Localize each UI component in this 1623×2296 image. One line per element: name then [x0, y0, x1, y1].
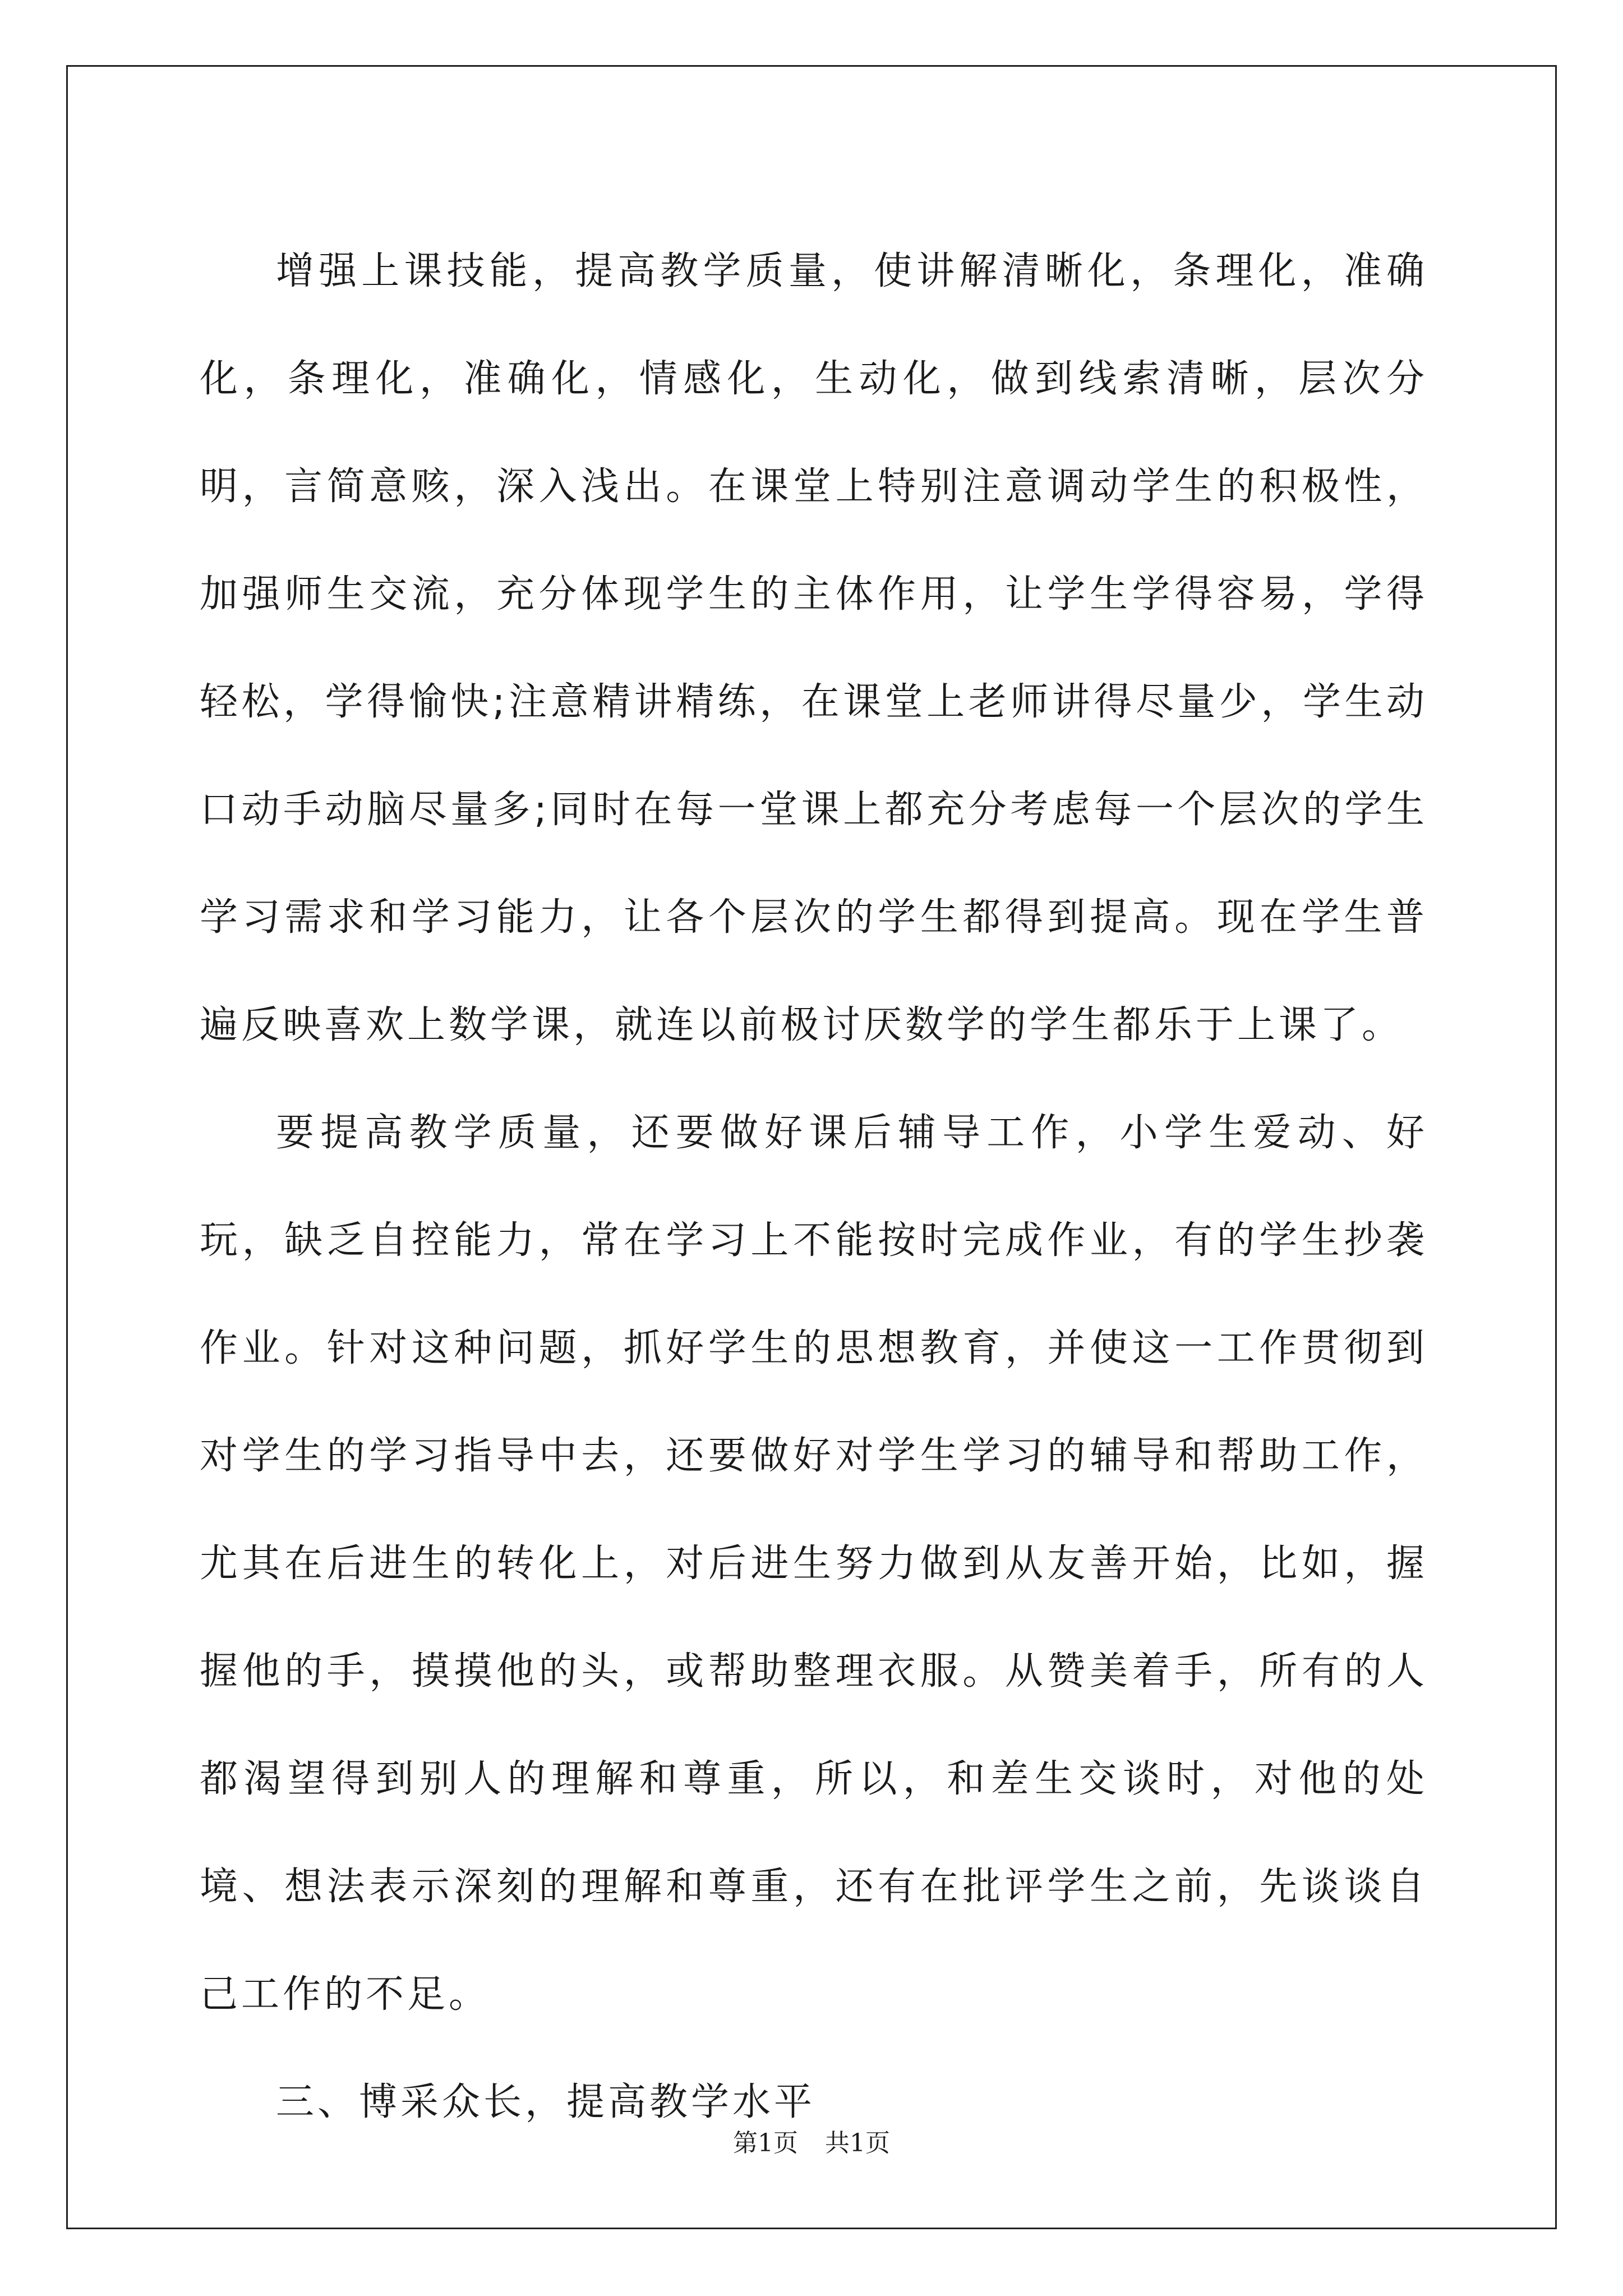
page-total: 共1页	[825, 2129, 890, 2157]
paragraph-2: 要提高教学质量，还要做好课后辅导工作，小学生爱动、好玩，缺乏自控能力，常在学习上不能按时完成作业，有的学生抄袭作业。针对这种问题，抓好学生的思想教育，并使这一工作贯彻到对学生的学习指导中去，还要做好对学生学习的辅导和帮助工作，尤其在后进生的转化上，对后进生努力做到从友善开始，比如，握握他的手，摸摸他的头，或帮助整理衣服。从赞美着手，所有的人都渴望得到别人的理解和尊重，所以，和差生交谈时，对他的处境、想法表示深刻的理解和尊重，还有在批评学生之前，先谈谈自己工作的不足。	[200, 1111, 1428, 2017]
page-footer	[0, 2123, 1623, 2159]
paragraph-1: 增强上课技能，提高教学质量，使讲解清晰化，条理化，准确化，条理化，准确化，情感化，生动化，做到线索清晰，层次分明，言简意赅，深入浅出。在课堂上特别注意调动学生的积极性，加强师生交流，充分体现学生的主体作用，让学生学得容易，学得轻松，学得愉快;注意精讲精练，在课堂上老师讲得尽量少，学生动口动手动脑尽量多;同时在每一堂课上都充分考虑每一个层次的学生学习需求和学习能力，让各个层次的学生都得到提高。现在学生普遍反映喜欢上数学课，就连以前极讨厌数学的学生都乐于上课了。	[200, 249, 1428, 1047]
section-heading: 三、博采众长，提高教学水平	[276, 2080, 816, 2124]
document-body	[200, 218, 1428, 2156]
page-number: 第1页	[733, 2129, 798, 2157]
